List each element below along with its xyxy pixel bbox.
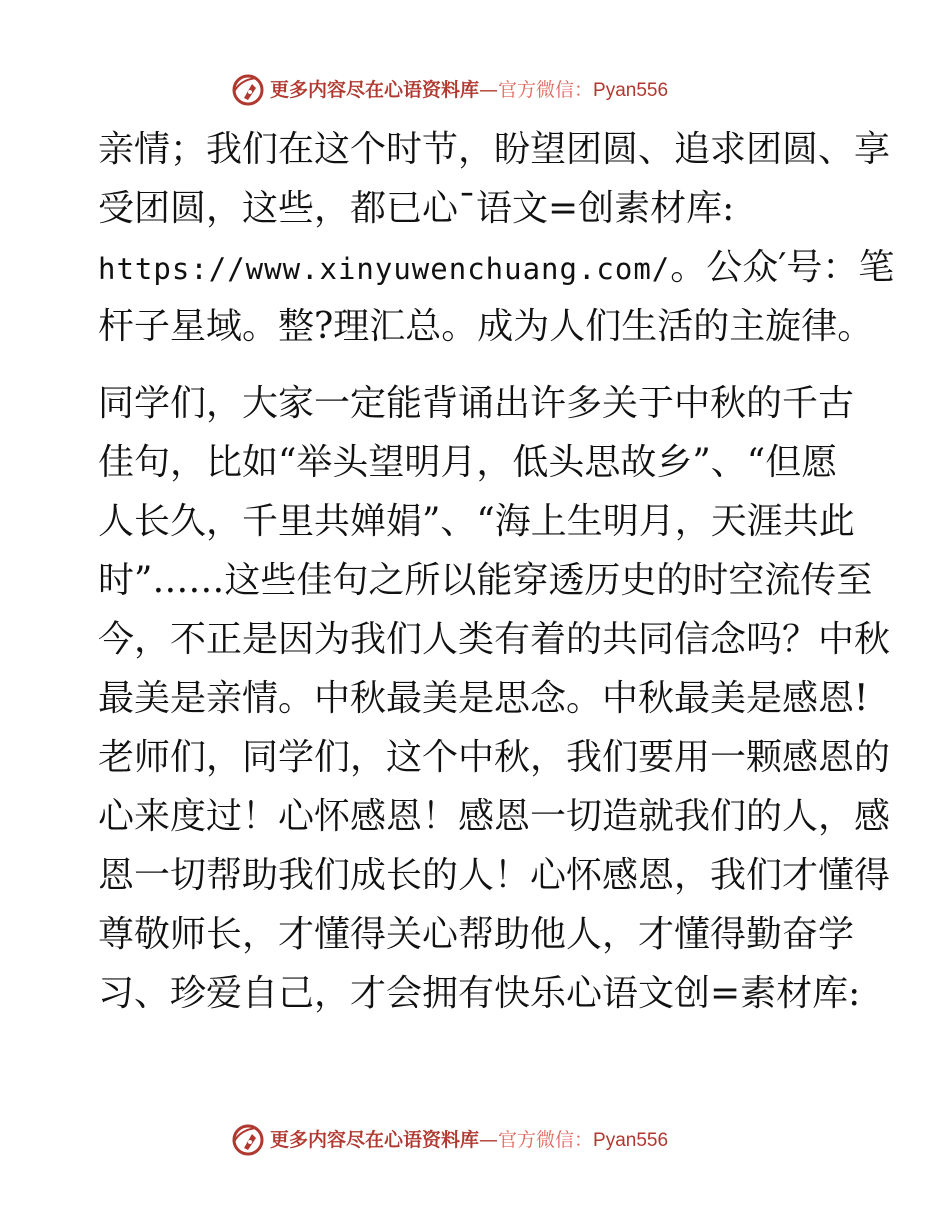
pen-nib-logo-icon [230, 1122, 266, 1158]
footer-wechat-label: 官方微信： [498, 1129, 594, 1151]
text-line: 佳句，比如“举头望明月，低头思故乡”、“但愿 [98, 442, 838, 483]
text-fragment: 。公众′号：笔 [670, 247, 895, 288]
header-separator: — [479, 79, 499, 101]
text-line: 恩一切帮助我们成长的人！心怀感恩，我们才懂得 [98, 855, 891, 896]
text-line: 时”……这些佳句之所以能穿透历史的时空流传至 [98, 560, 873, 601]
text-line: 亲情；我们在这个时节，盼望团圆、追求团圆、享 [98, 129, 891, 170]
text-line: 老师们，同学们，这个中秋，我们要用一颗感恩的 [98, 737, 891, 778]
header-promo-text: 更多内容尽在心语资料库 [270, 79, 480, 101]
text-line: 同学们，大家一定能背诵出许多关于中秋的千古 [98, 383, 855, 424]
paragraph-gap [98, 356, 858, 374]
footer-promo-text: 更多内容尽在心语资料库 [270, 1129, 480, 1151]
text-line: 习、珍爱自己，才会拥有快乐心语文创=素材库: [98, 973, 861, 1014]
text-line: 人长久，千里共婵娟”、“海上生明月，天涯共此 [98, 501, 855, 542]
header-wechat-id: Pyan556 [593, 80, 669, 101]
header-banner-text [270, 76, 668, 105]
pen-nib-logo-icon [230, 72, 266, 108]
header-wechat-label: 官方微信： [498, 79, 594, 101]
footer-banner-text [270, 1126, 668, 1155]
body-text [98, 120, 895, 1023]
text-line [98, 238, 895, 297]
header-banner [0, 70, 950, 110]
footer-separator: — [479, 1129, 499, 1151]
text-line: 尊敬师长，才懂得关心帮助他人，才懂得勤奋学 [98, 914, 855, 955]
footer-banner [0, 1120, 950, 1160]
text-line: 杆子星域。整?理汇总。成为人们生活的主旋律。 [98, 306, 874, 347]
text-line: 最美是亲情。中秋最美是思念。中秋最美是感恩! [98, 678, 869, 719]
footer-wechat-id: Pyan556 [593, 1130, 669, 1151]
text-line: 心来度过！心怀感恩！感恩一切造就我们的人，感 [98, 796, 891, 837]
text-line: 受团圆，这些，都已心¯语文=创素材库: [98, 188, 735, 229]
text-line: 今，不正是因为我们人类有着的共同信念吗？中秋 [98, 619, 891, 660]
website-url: https://www.xinyuwenchuang.com/ [98, 252, 671, 286]
